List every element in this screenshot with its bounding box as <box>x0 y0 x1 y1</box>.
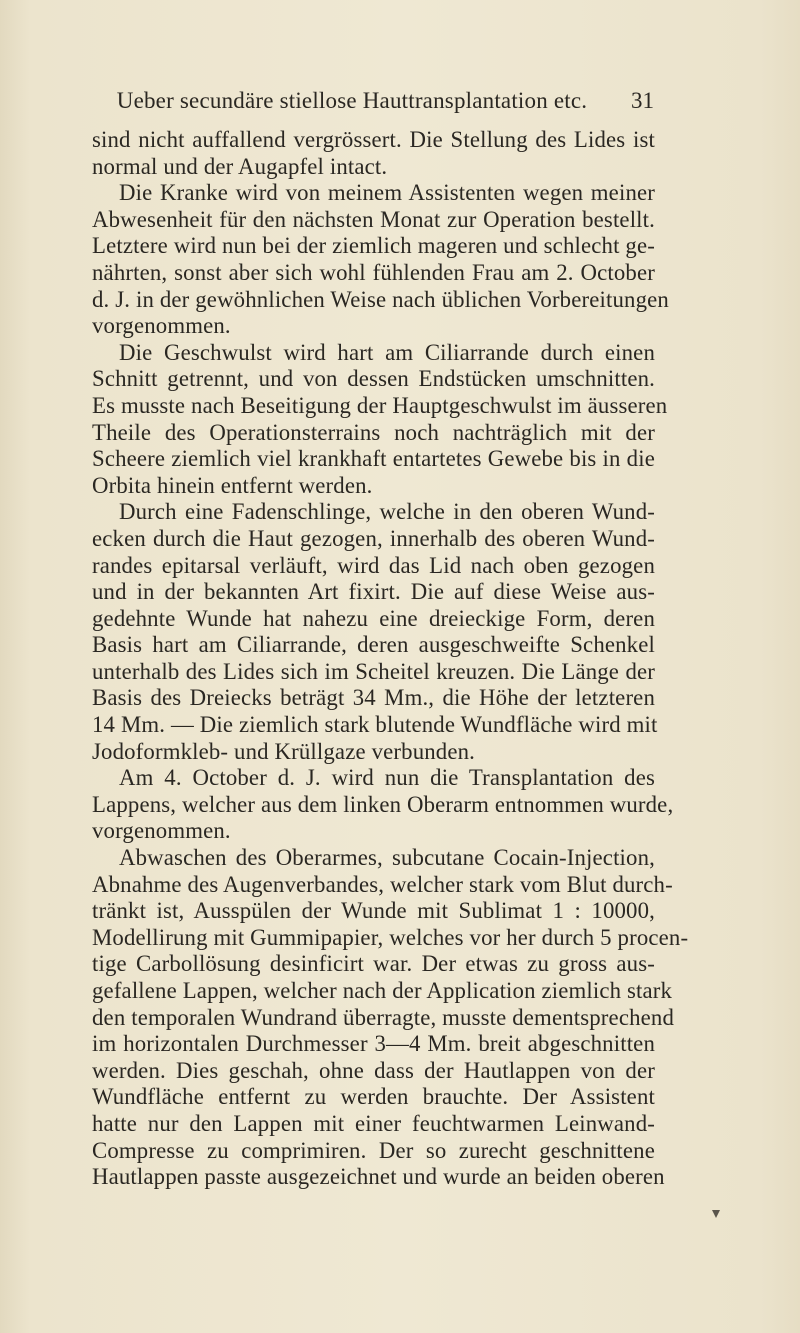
text-line: gedehnte Wunde hat nahezu eine dreieckige Form, deren <box>92 605 655 631</box>
text-line: Modellirung mit Gummipapier, welches vor her durch 5 procen- <box>92 924 689 950</box>
text-line: gefallene Lappen, welcher nach der Application ziemlich stark <box>92 978 673 1003</box>
text-line: Schnitt getrennt, und von dessen Endstücken umschnitten. <box>92 366 655 392</box>
text-line: vorgenommen. <box>92 313 231 339</box>
text-line: Abnahme des Augenverbandes, welcher stark vom Blut durch- <box>92 871 673 897</box>
text-line: den temporalen Wundrand überragte, musste dementsprechend <box>92 1004 675 1030</box>
text-line: Die Kranke wird von meinem Assistenten wegen meiner <box>119 180 655 206</box>
text-line: Theile des Operationsterrains noch nachträglich mit der <box>92 419 655 445</box>
text-line: Letztere wird nun bei der ziemlich mageren und schlecht ge- <box>92 233 655 259</box>
text-line: vorgenommen. <box>92 818 231 844</box>
margin-mark <box>712 1210 720 1218</box>
text-line: Basis des Dreiecks beträgt 34 Mm., die Höhe der letzteren <box>92 685 655 711</box>
text-line: Scheere ziemlich viel krankhaft entartetes Gewebe bis in die <box>92 446 655 472</box>
text-line: werden. Dies geschah, ohne dass der Hautlappen von der <box>92 1057 655 1083</box>
text-line: Am 4. October d. J. wird nun die Transplantation des <box>119 765 655 791</box>
text-line: d. J. in der gewöhnlichen Weise nach üblichen Vorbereitungen <box>92 286 669 312</box>
text-line: 14 Mm. — Die ziemlich stark blutende Wundfläche wird mit <box>92 712 658 738</box>
page-header <box>0 88 800 118</box>
text-line: Wundfläche entfernt zu werden brauchte. Der Assistent <box>92 1084 655 1110</box>
text-line: nährten, sonst aber sich wohl fühlenden Frau am 2. October <box>92 259 655 285</box>
running-title: Ueber secundäre stiellose Hauttransplantation etc. <box>116 88 588 113</box>
text-line: Basis hart am Ciliarrande, deren ausgeschweifte Schenkel <box>92 632 655 658</box>
body-text <box>92 127 689 1191</box>
text-line: normal und der Augapfel intact. <box>92 153 388 179</box>
text-line: Lappens, welcher aus dem linken Oberarm entnommen wurde, <box>92 791 674 817</box>
text-line: Abwaschen des Oberarmes, subcutane Cocain-Injection, <box>119 845 655 871</box>
text-line: Jodoformkleb- und Krüllgaze verbunden. <box>92 738 476 764</box>
text-line: Durch eine Fadenschlinge, welche in den oberen Wund- <box>119 499 655 525</box>
text-line: Orbita hinein entfernt werden. <box>92 472 373 498</box>
text-line: unterhalb des Lides sich im Scheitel kreuzen. Die Länge der <box>92 658 655 684</box>
text-line: randes epitarsal verläuft, wird das Lid nach oben gezogen <box>92 552 655 578</box>
page-number: 31 <box>631 88 654 113</box>
text-line: Abwesenheit für den nächsten Monat zur Operation bestellt. <box>92 206 655 232</box>
text-line: sind nicht auffallend vergrössert. Die Stellung des Lides ist <box>92 127 655 152</box>
text-line: Die Geschwulst wird hart am Ciliarrande durch einen <box>119 339 655 365</box>
text-line: Es musste nach Beseitigung der Hauptgeschwulst im äusseren <box>92 392 668 418</box>
text-line: und in der bekannten Art fixirt. Die auf diese Weise aus- <box>92 579 655 605</box>
text-line: tige Carbollösung desinficirt war. Der etwas zu gross aus- <box>92 951 655 977</box>
text-line: im horizontalen Durchmesser 3—4 Mm. breit abgeschnitten <box>92 1031 655 1057</box>
text-line: Compresse zu comprimiren. Der so zurecht geschnittene <box>92 1137 655 1163</box>
text-line: hatte nur den Lappen mit einer feuchtwarmen Leinwand- <box>92 1110 655 1136</box>
text-line: ecken durch die Haut gezogen, innerhalb des oberen Wund- <box>92 525 655 551</box>
text-line: tränkt ist, Ausspülen der Wunde mit Sublimat 1 : 10000, <box>92 898 655 924</box>
text-line: Hautlappen passte ausgezeichnet und wurde an beiden oberen <box>92 1164 665 1190</box>
